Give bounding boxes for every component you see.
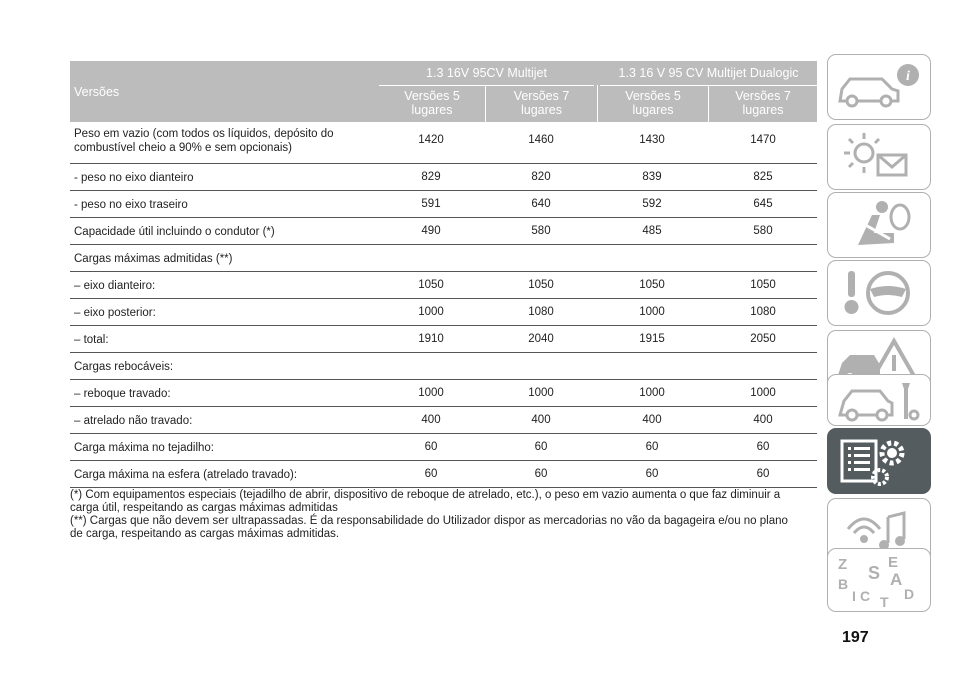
table-cell: 640 bbox=[531, 198, 551, 210]
column-header: Versões 5 lugares bbox=[404, 89, 460, 117]
table-row bbox=[70, 217, 817, 245]
technical-data-gears-icon bbox=[828, 429, 930, 493]
svg-text:C: C bbox=[860, 588, 871, 604]
table-cell: 839 bbox=[642, 171, 662, 183]
tab-technical-data[interactable] bbox=[827, 428, 931, 494]
page-number: 197 bbox=[842, 629, 869, 646]
row-label: Carga máxima no tejadilho: bbox=[74, 442, 214, 454]
row-label: – eixo dianteiro: bbox=[74, 280, 156, 292]
table-cell: 1050 bbox=[639, 279, 665, 291]
group-header-1: 1.3 16V 95CV Multijet bbox=[426, 66, 547, 80]
svg-text:S: S bbox=[868, 563, 881, 583]
table-cell: 1000 bbox=[639, 306, 665, 318]
table-cell: 592 bbox=[642, 198, 662, 210]
table-cell: 485 bbox=[642, 225, 662, 237]
table-cell: 1000 bbox=[418, 306, 444, 318]
table-cell: 60 bbox=[756, 468, 770, 480]
table-row bbox=[70, 122, 817, 164]
column-header: Versões 7 lugares bbox=[735, 89, 791, 117]
table-cell: 1080 bbox=[750, 306, 776, 318]
svg-text:T: T bbox=[880, 594, 889, 610]
table-cell: 60 bbox=[424, 468, 438, 480]
table-cell: 1430 bbox=[639, 134, 665, 146]
table-row bbox=[70, 298, 817, 326]
row-label: - peso no eixo dianteiro bbox=[74, 172, 194, 184]
table-cell: 1050 bbox=[528, 279, 554, 291]
table-cell: 1000 bbox=[528, 387, 554, 399]
table-row bbox=[70, 190, 817, 218]
table-cell: 1050 bbox=[750, 279, 776, 291]
table-row bbox=[70, 244, 817, 272]
row-label: - peso no eixo traseiro bbox=[74, 199, 188, 211]
svg-text:A: A bbox=[890, 570, 903, 589]
table-cell: 820 bbox=[531, 171, 551, 183]
table-row bbox=[70, 325, 817, 353]
table-cell: 60 bbox=[534, 468, 548, 480]
column-header: Versões 7 lugares bbox=[513, 89, 570, 117]
svg-text:i: i bbox=[906, 69, 910, 84]
tab-safety[interactable] bbox=[827, 192, 931, 258]
row-header-label: Versões bbox=[74, 85, 120, 99]
row-label: Capacidade útil incluindo o condutor (*) bbox=[74, 226, 275, 238]
svg-text:B: B bbox=[838, 576, 849, 592]
table-cell: 400 bbox=[642, 414, 662, 426]
technical-data-table bbox=[70, 61, 817, 122]
table-cell: 1000 bbox=[418, 387, 444, 399]
footnote: (**) Cargas que não devem ser ultrapassadas. É da responsabilidade do Utilizador dispor as mercadorias no vão da bagageira e/ou no plano de carga, respeitando as cargas máximas admitidas. bbox=[70, 515, 788, 540]
table-cell: 1470 bbox=[750, 134, 776, 146]
table-cell: 60 bbox=[534, 441, 548, 453]
table-header bbox=[70, 61, 817, 122]
table-cell: 400 bbox=[753, 414, 773, 426]
group-header-2: 1.3 16 V 95 CV Multijet Dualogic bbox=[618, 66, 799, 80]
table-row bbox=[70, 271, 817, 299]
car-maintenance-icon bbox=[828, 375, 930, 425]
row-label: – total: bbox=[74, 334, 109, 346]
row-label: Cargas rebocáveis: bbox=[74, 361, 174, 373]
row-label: Peso em vazio (com todos os líquidos, depósito do combustível cheio a 90% e sem opcionais) bbox=[74, 128, 334, 154]
table-cell: 400 bbox=[421, 414, 441, 426]
svg-text:E: E bbox=[888, 554, 899, 571]
footnote: (*) Com equipamentos especiais (tejadilho de abrir, dispositivo de reboque de atrelado, etc.), o peso em vazio aumenta o que faz diminuir a carga útil, respeitando as cargas máximas admitidas bbox=[70, 489, 781, 514]
table-row bbox=[70, 163, 817, 191]
table-cell: 829 bbox=[421, 171, 441, 183]
table-cell: 1080 bbox=[528, 306, 554, 318]
table-cell: 580 bbox=[753, 225, 773, 237]
table-row bbox=[70, 433, 817, 461]
table-cell: 1000 bbox=[639, 387, 665, 399]
table-cell: 2050 bbox=[750, 333, 776, 345]
table-cell: 2040 bbox=[528, 333, 554, 345]
tab-starting-driving[interactable] bbox=[827, 260, 931, 326]
table-cell: 591 bbox=[421, 198, 441, 210]
svg-text:I: I bbox=[852, 588, 856, 604]
tab-car-info[interactable] bbox=[827, 54, 931, 120]
table-row bbox=[70, 352, 817, 380]
table-cell: 825 bbox=[753, 171, 773, 183]
table-cell: 1050 bbox=[418, 279, 444, 291]
tab-index[interactable] bbox=[827, 548, 931, 612]
table-row bbox=[70, 406, 817, 434]
table-cell: 60 bbox=[424, 441, 438, 453]
key-steering-wheel-icon bbox=[828, 261, 930, 325]
car-info-icon bbox=[828, 55, 930, 119]
table-cell: 1420 bbox=[418, 134, 444, 146]
table-cell: 1910 bbox=[418, 333, 444, 345]
table-cell: 60 bbox=[645, 441, 659, 453]
seat-airbag-icon bbox=[828, 193, 930, 257]
table-cell: 1915 bbox=[639, 333, 665, 345]
table-cell: 400 bbox=[531, 414, 551, 426]
table-cell: 60 bbox=[756, 441, 770, 453]
table-cell: 645 bbox=[753, 198, 773, 210]
svg-text:D: D bbox=[904, 586, 915, 602]
alphabetical-index-icon bbox=[828, 549, 930, 611]
table-cell: 490 bbox=[421, 225, 441, 237]
table-cell: 60 bbox=[645, 468, 659, 480]
tab-lights-messages[interactable] bbox=[827, 124, 931, 190]
row-label: – eixo posterior: bbox=[74, 307, 156, 319]
tab-maintenance[interactable] bbox=[827, 374, 931, 426]
table-cell: 1000 bbox=[750, 387, 776, 399]
group-underline bbox=[379, 85, 594, 86]
table-row bbox=[70, 379, 817, 407]
table-row bbox=[70, 460, 817, 488]
row-label: – atrelado não travado: bbox=[74, 415, 193, 427]
row-label: Carga máxima na esfera (atrelado travado): bbox=[74, 469, 298, 481]
footnotes bbox=[70, 489, 817, 541]
column-header: Versões 5 lugares bbox=[625, 89, 681, 117]
table-cell: 1460 bbox=[528, 134, 554, 146]
table-cell: 580 bbox=[531, 225, 551, 237]
row-label: Cargas máximas admitidas (**) bbox=[74, 253, 233, 265]
svg-text:Z: Z bbox=[838, 556, 848, 573]
row-label: – reboque travado: bbox=[74, 388, 171, 400]
lights-message-icon bbox=[828, 125, 930, 189]
